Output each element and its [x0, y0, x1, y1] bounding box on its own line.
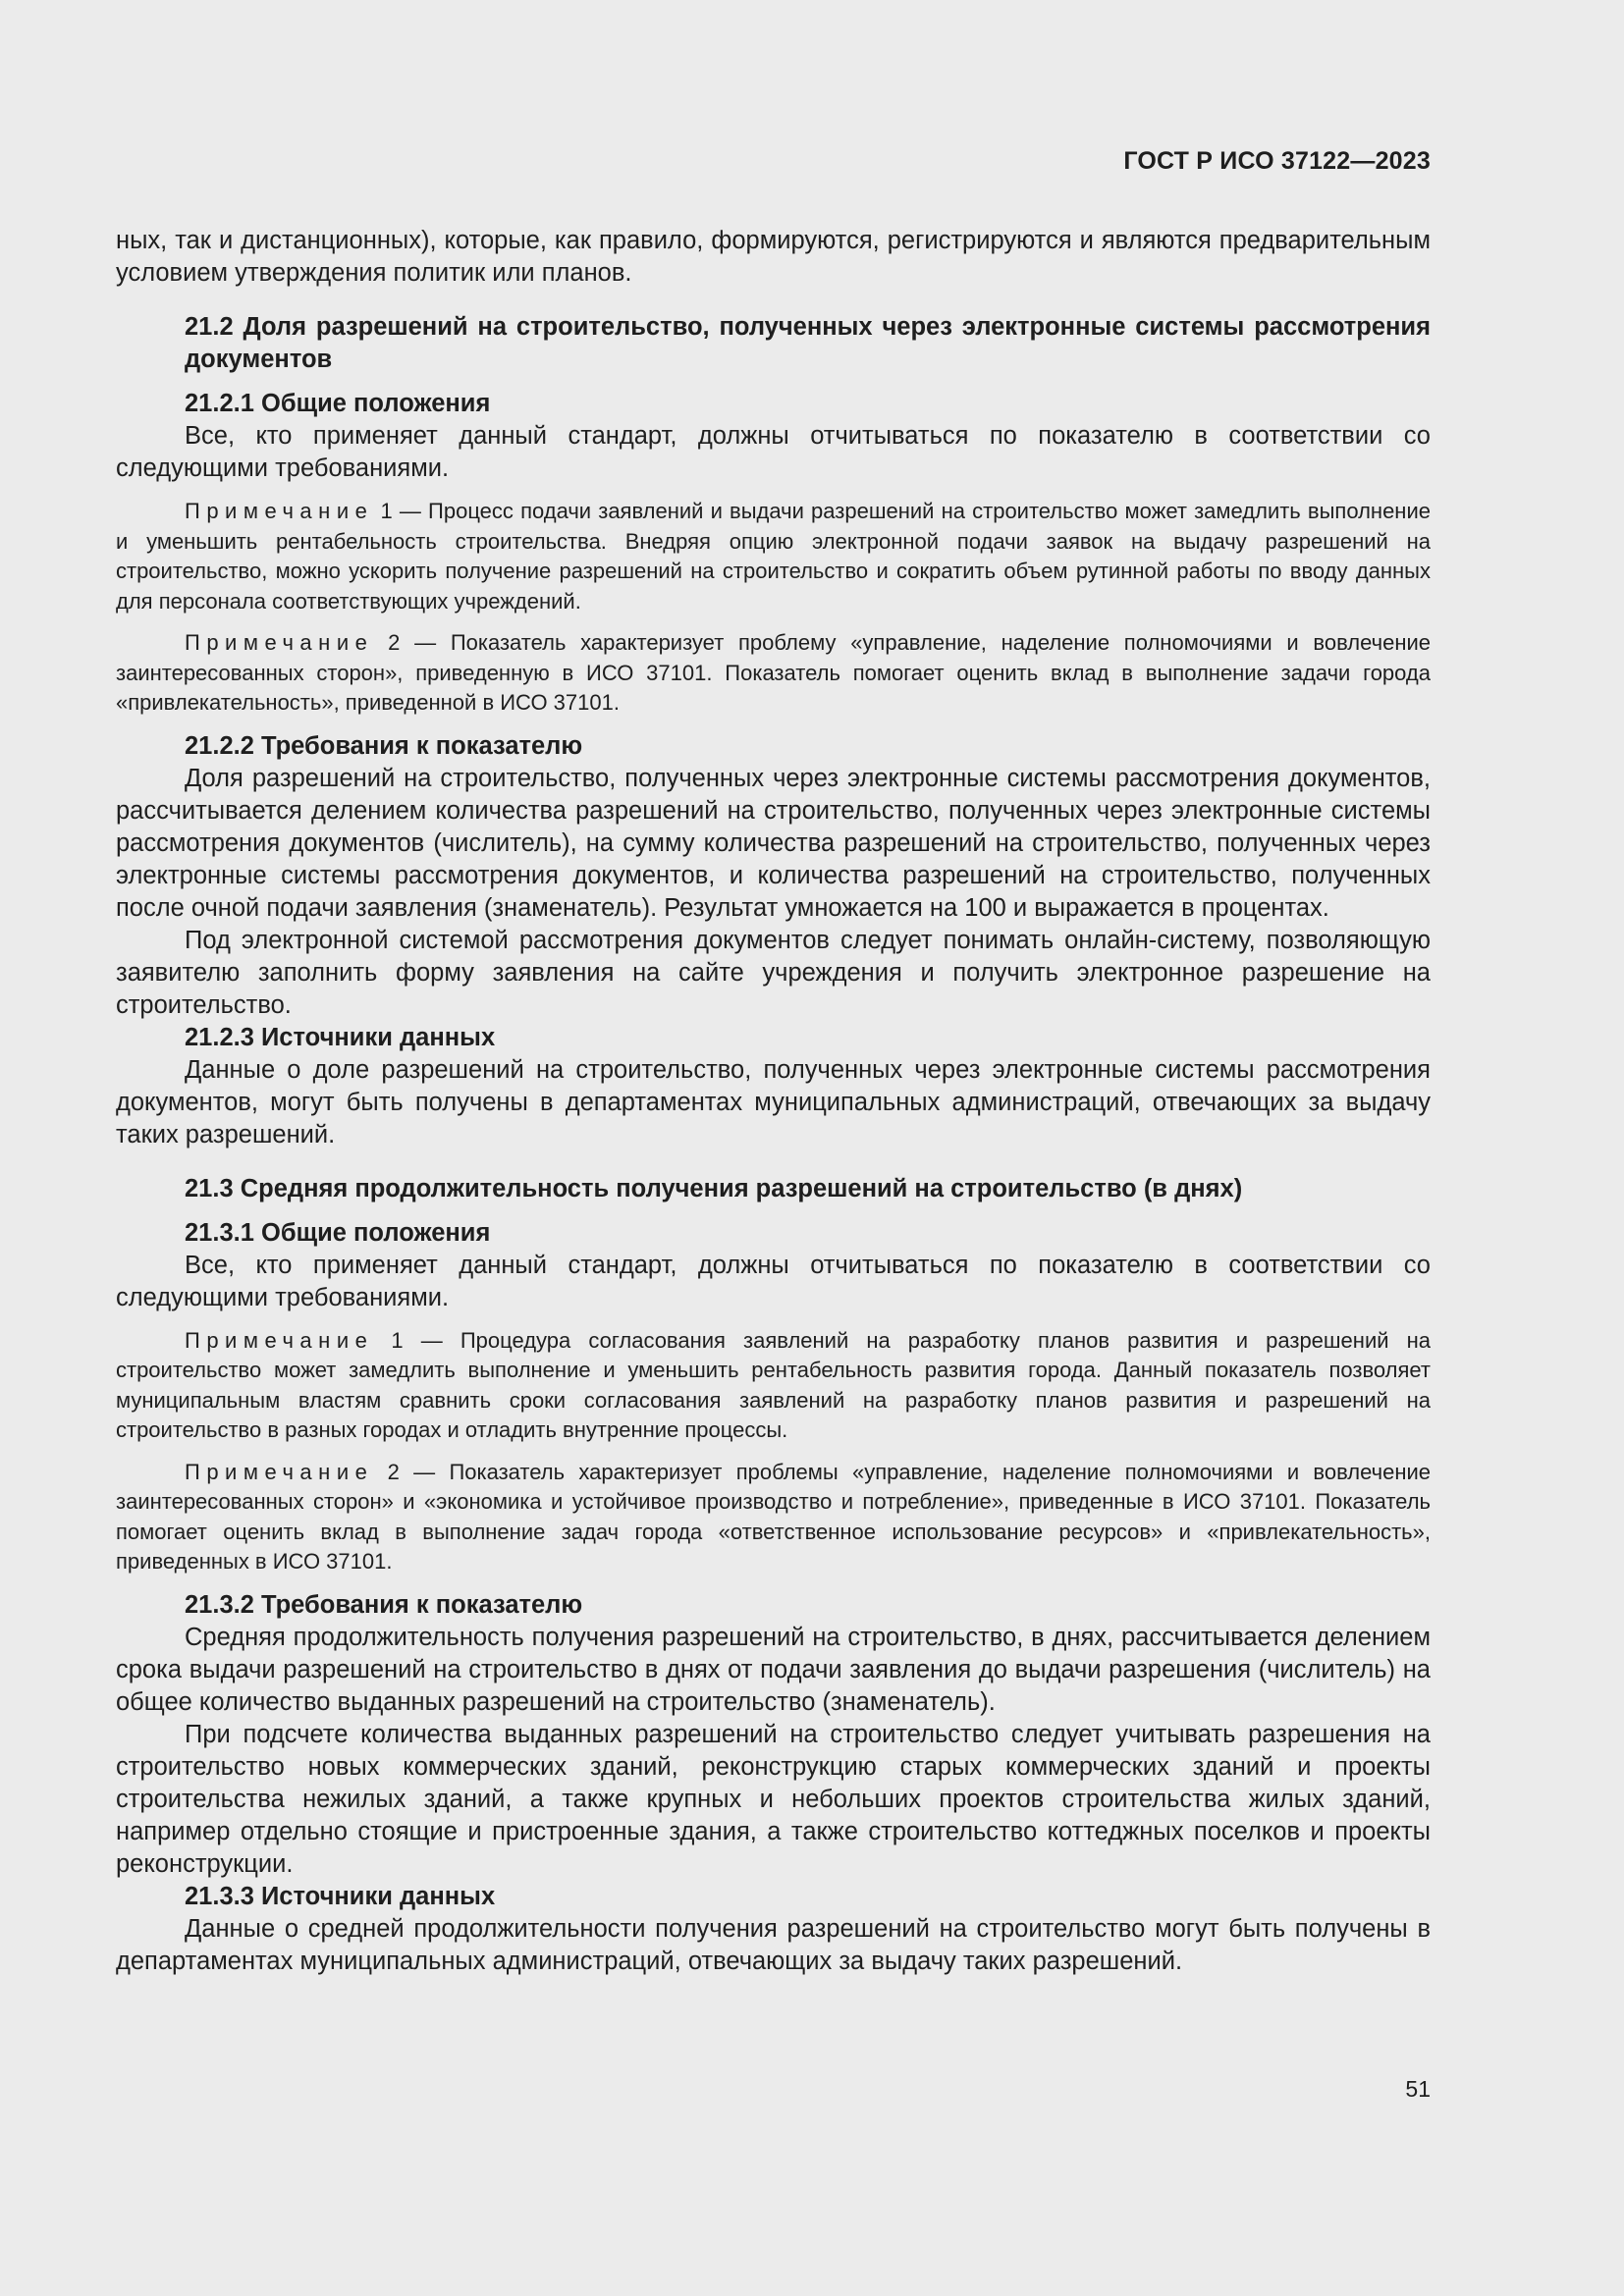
section-21-3-3-text: Данные о средней продолжительности получения разрешений на строительство могут быть получены в департаментах муниципальных администраций, отвечающих за выдачу таких разрешений.: [116, 1914, 1431, 1975]
intro-continuation-paragraph: ных, так и дистанционных), которые, как правило, формируются, регистрируются и являются предварительным условием утверждения политик или планов.: [116, 227, 1431, 287]
section-21-3-1-title: 21.3.1 Общие положения: [185, 1218, 491, 1247]
note-text: Процесс подачи заявлений и выдачи разрешений на строительство может замедлить выполнение и уменьшить рентабельность строительства. Внедряя опцию электронной подачи заявок на выдачу разрешений на строительство, можно ускорить получение разрешений на строительство и сократить объем рутинной работы по вводу данных для персонала соответствующих учреждений.: [116, 499, 1431, 614]
section-21-2-1-text: Все, кто применяет данный стандарт, должны отчитываться по показателю в соответствии со следующими требованиями.: [116, 422, 1431, 482]
note-number: 2 —: [373, 630, 451, 655]
note-number: 1 —: [373, 1327, 460, 1353]
section-21-3-2-title: 21.3.2 Требования к показателю: [185, 1590, 583, 1619]
note-text: Показатель характеризует проблему «управление, наделение полномочиями и вовлечение заинтересованных сторон», приведенную в ИСО 37101. Показатель помогает оценить вклад в выполнение задачи города «привлекательность», приведенной в ИСО 37101.: [116, 630, 1431, 715]
section-21-2-2-title: 21.2.2 Требования к показателю: [185, 731, 583, 760]
section-21-3-2-paragraph-2: При подсчете количества выданных разрешений на строительство следует учитывать разрешения на строительство новых коммерческих зданий, реконструкцию старых коммерческих зданий и проекты строительства нежилых зданий, а также крупных и небольших проектов строительства жилых зданий, например отдельно стоящие и пристроенные здания, а также строительство коттеджных поселков и проекты реконструкции.: [116, 1720, 1431, 1878]
document-code-header: ГОСТ Р ИСО 37122—2023: [1123, 147, 1431, 175]
section-21-3-1-note-1: [116, 1326, 1431, 1446]
section-21-2-1-note-2: [116, 628, 1431, 719]
section-21-2-3-title: 21.2.3 Источники данных: [185, 1023, 496, 1051]
section-21-2-title: 21.2 Доля разрешений на строительство, полученных через электронные системы рассмотрения документов: [185, 313, 1431, 373]
note-text: Показатель характеризует проблемы «управление, наделение полномочиями и вовлечение заинтересованных сторон» и «экономика и устойчивое производство и потребление», приведенные в ИСО 37101. Показатель помогает оценить вклад в выполнение задач города «ответственное использование ресурсов» и «привлекательность», приведенных в ИСО 37101.: [116, 1459, 1431, 1574]
section-21-2-2-paragraph-2: Под электронной системой рассмотрения документов следует понимать онлайн-систему, позволяющую заявителю заполнить форму заявления на сайте учреждения и получить электронное разрешение на строительство.: [116, 926, 1431, 1019]
note-label: Примечание: [185, 499, 374, 523]
note-label: Примечание: [185, 1327, 374, 1353]
section-21-2-2-paragraph-1: Доля разрешений на строительство, полученных через электронные системы рассмотрения документов, рассчитывается делением количества разрешений на строительство, полученных через электронные системы рассмотрения документов (числитель), на сумму количества разрешений на строительство, полученных через электронные системы рассмотрения документов, и количества разрешений на строительство, полученных после очной подачи заявления (знаменатель). Результат умножается на 100 и выражается в процентах.: [116, 764, 1431, 922]
section-21-2-1-title: 21.2.1 Общие положения: [185, 390, 491, 417]
note-text: Процедура согласования заявлений на разработку планов развития и разрешений на строительство может замедлить выполнение и уменьшить рентабельность развития города. Данный показатель позволяет муниципальным властям сравнить сроки согласования заявлений на разработку планов развития и разрешений на строительство в разных городах и отладить внутренние процессы.: [116, 1327, 1431, 1442]
section-21-2-1-note-1: [116, 497, 1431, 616]
section-21-2-3-text: Данные о доле разрешений на строительство, полученных через электронные системы рассмотрения документов, могут быть получены в департаментах муниципальных администраций, отвечающих за выдачу таких разрешений.: [116, 1055, 1431, 1148]
note-label: Примечание: [185, 1459, 374, 1484]
section-21-3-1-text: Все, кто применяет данный стандарт, должны отчитываться по показателю в соответствии со следующими требованиями.: [116, 1251, 1431, 1311]
section-21-3-1-note-2: [116, 1458, 1431, 1577]
document-content: [116, 225, 1431, 1978]
section-21-3-2-paragraph-1: Средняя продолжительность получения разрешений на строительство, в днях, рассчитывается делением срока выдачи разрешений на строительство в днях от подачи заявления до выдачи разрешения (числитель) на общее количество выданных разрешений на строительство (знаменатель).: [116, 1623, 1431, 1716]
section-21-3-3-title: 21.3.3 Источники данных: [185, 1882, 496, 1910]
note-number: 2 —: [373, 1459, 450, 1484]
note-label: Примечание: [185, 630, 374, 655]
note-number: 1 —: [373, 499, 429, 523]
section-21-3-title: 21.3 Средняя продолжительность получения разрешений на строительство (в днях): [185, 1174, 1243, 1202]
page-number: 51: [1405, 2076, 1431, 2102]
